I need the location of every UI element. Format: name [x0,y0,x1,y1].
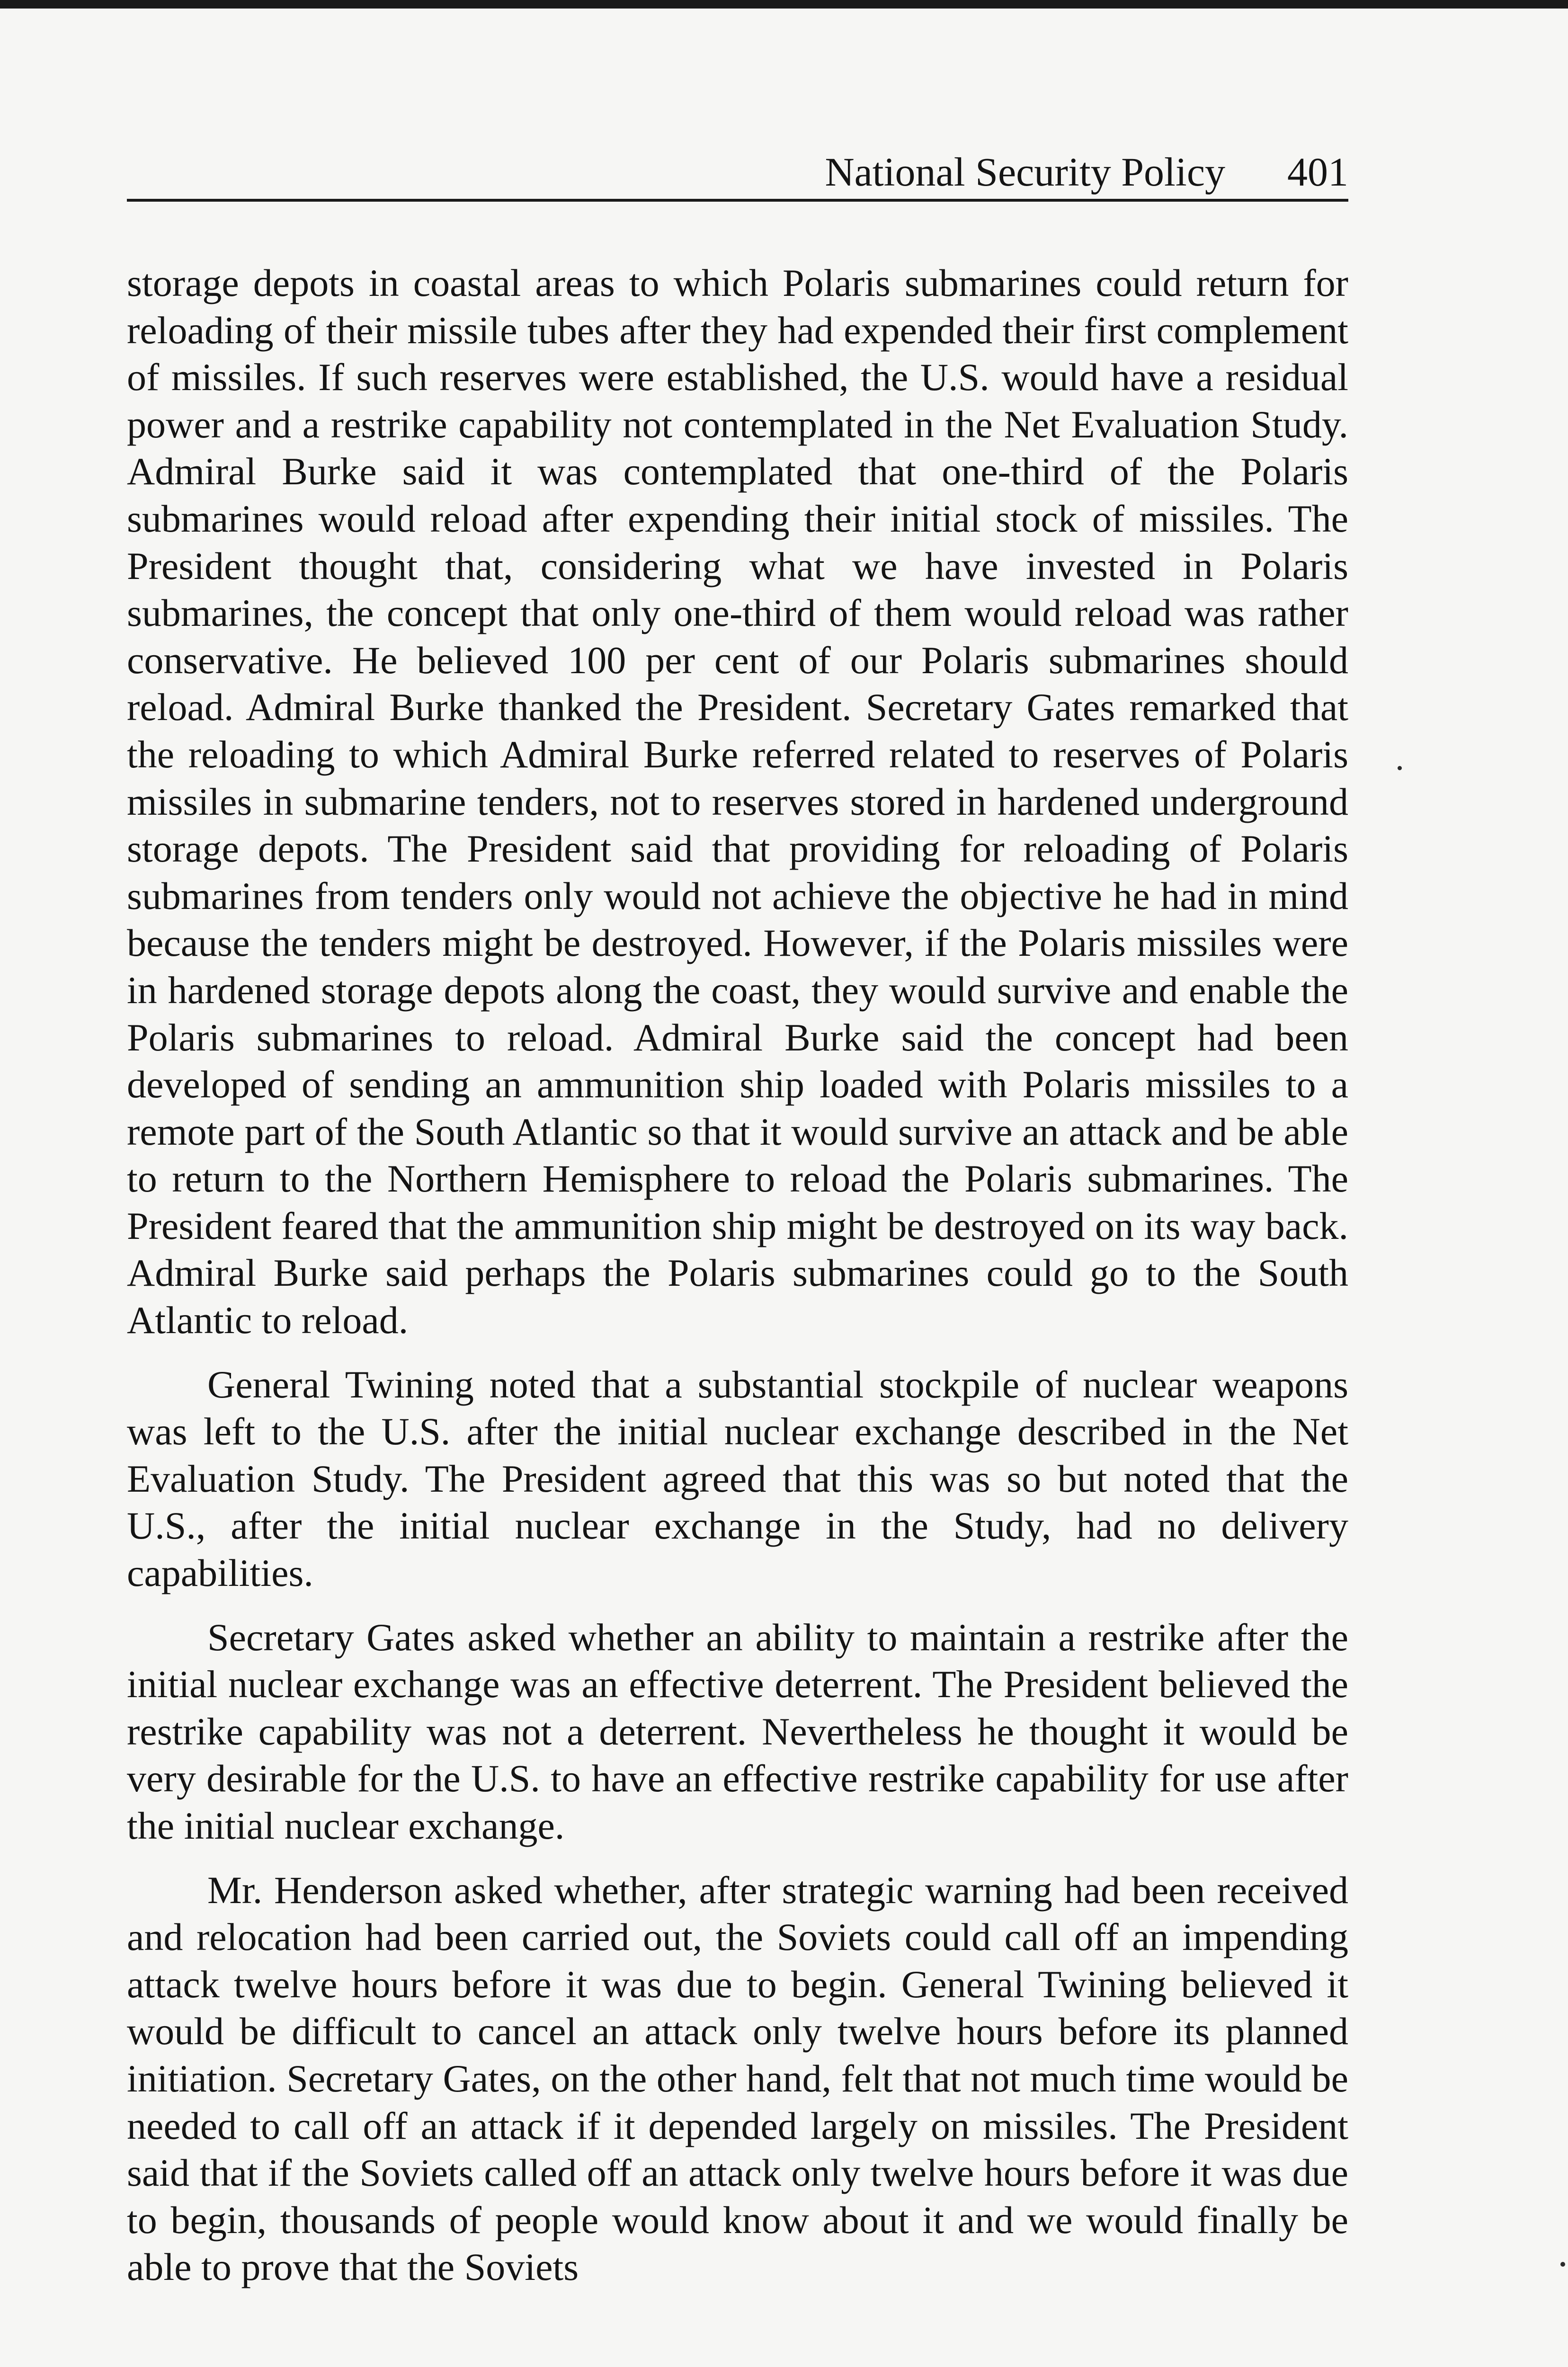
body-text [127,259,1348,2308]
running-head [127,137,1348,202]
paragraph-3: Secretary Gates asked whether an ability to maintain a restrike after the initial nuclear exchange was an effective deterrent. The President believed the restrike capability was not a deterrent. Nevertheless he thought it would be very desirable for the U.S. to have an effective restrike capability for use after the initial nuclear exchange. [127,1615,1348,1847]
paragraph-4: Mr. Henderson asked whether, after strategic warning had been received and relocation had been carried out, the Soviets could call off an impending attack twelve hours before it was due to begin. General Twining believed it would be difficult to cancel an attack only twelve hours before its planned initiation. Secretary Gates, on the other hand, felt that not much time would be needed to call off an attack if it depended largely on missiles. The President said that if the Soviets called off an attack only twelve hours before it was due to begin, thousands of people would know about it and we would finally be able to prove that the Soviets [127,1868,1348,2289]
scan-speck [1560,2262,1565,2267]
page-number: 401 [1287,149,1348,195]
section-title: National Security Policy [825,149,1225,195]
paragraph-2: General Twining noted that a substantial stockpile of nuclear weapons was left to the U.S. after the initial nuclear exchange described in the Net Evaluation Study. The President agreed that this was so but noted that the U.S., after the initial nuclear exchange in the Study, had no delivery capabilities. [127,1362,1348,1595]
paragraph-1: storage depots in coastal areas to which Polaris submarines could return for reloading of their missile tubes after they had expended their first complement of missiles. If such reserves were established, the U.S. would have a residual power and a restrike capability not contemplated in the Net Evaluation Study. Admiral Burke said it was contemplated that one-third of the Polaris submarines would reload after expending their initial stock of missiles. The President thought that, considering what we have invested in Polaris submarines, the concept that only one-third of them would reload was rather conservative. He believed 100 per cent of our Polaris submarines should reload. Admiral Burke thanked the President. Secretary Gates remarked that the reloading to which Admiral Burke referred related to reserves of Polaris missiles in submarine tenders, not to reserves stored in hardened underground storage depots. The President said that providing for reloading of Polaris submarines from tenders only would not achieve the objective he had in mind because the tenders might be destroyed. However, if the Polaris missiles were in hardened storage depots along the coast, they would survive and enable the Polaris submarines to reload. Admiral Burke said the concept had been developed of sending an ammunition ship loaded with Polaris missiles to a remote part of the South Atlantic so that it would survive an attack and be able to return to the Northern Hemisphere to reload the Polaris submarines. The President feared that the ammunition ship might be destroyed on its way back. Admiral Burke said perhaps the Polaris submarines could go to the South Atlantic to reload. [127,261,1348,1342]
scan-edge [0,0,1568,9]
scan-speck [1398,766,1402,770]
